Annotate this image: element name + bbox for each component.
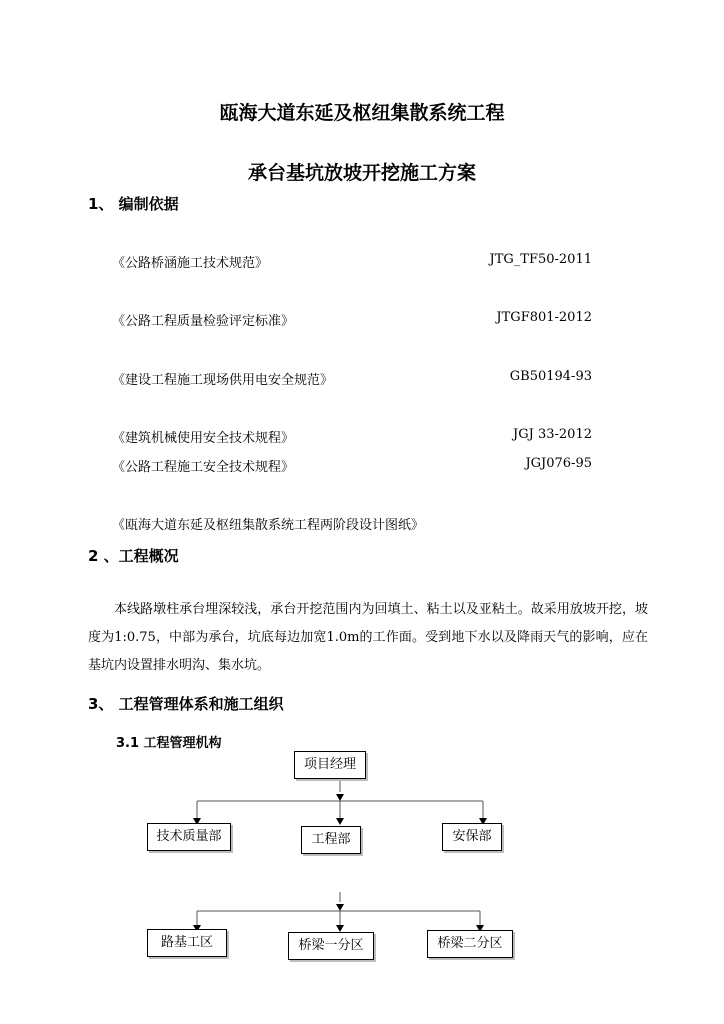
org-node-bridge-zone-1: 桥梁一分区 [288, 932, 374, 960]
document-title: 瓯海大道东延及枢纽集散系统工程 [219, 102, 505, 124]
org-node-project-manager: 项目经理 [294, 751, 366, 779]
reference-code: JGJ076-95 [525, 456, 592, 471]
document-subtitle: 承台基坑放坡开挖施工方案 [247, 162, 476, 184]
overview-paragraph: 本线路墩柱承台埋深较浅，承台开挖范围内为回填土、粘土以及亚粘土。故采用放坡开挖，坡度为1:0.75，中部为承台，坑底每边加宽1.0m的工作面。受到地下水以及降雨天气的影响，应在基坑内设置排水明沟、集水坑。 [88, 602, 648, 673]
reference-name: 《公路工程施工安全技术规程》 [112, 460, 295, 475]
org-node-engineering-dept: 工程部 [301, 826, 361, 854]
reference-name: 《公路桥涵施工技术规范》 [112, 256, 269, 271]
org-node-tech-quality-dept: 技术质量部 [147, 823, 231, 851]
reference-code: GB50194-93 [509, 369, 592, 384]
org-node-safety-dept: 安保部 [442, 823, 502, 851]
reference-name: 《建筑机械使用安全技术规程》 [112, 431, 295, 446]
reference-name: 《公路工程质量检验评定标准》 [112, 314, 295, 329]
reference-code: JTGF801-2012 [496, 310, 592, 325]
org-node-roadbed-work-area: 路基工区 [147, 929, 227, 957]
section3-heading: 3、 工程管理体系和施工组织 [88, 695, 284, 713]
section1-heading: 1、 编制依据 [88, 195, 179, 213]
reference-code: JGJ 33-2012 [513, 427, 592, 442]
section2-heading: 2 、工程概况 [88, 547, 179, 565]
reference-code: JTG_TF50-2011 [489, 252, 592, 267]
reference-name: 《瓯海大道东延及枢纽集散系统工程两阶段设计图纸》 [112, 518, 425, 533]
reference-name: 《建设工程施工现场供用电安全规范》 [112, 373, 334, 388]
section3-1-subheading: 3.1 工程管理机构 [116, 736, 222, 751]
org-node-bridge-zone-2: 桥梁二分区 [427, 930, 513, 958]
